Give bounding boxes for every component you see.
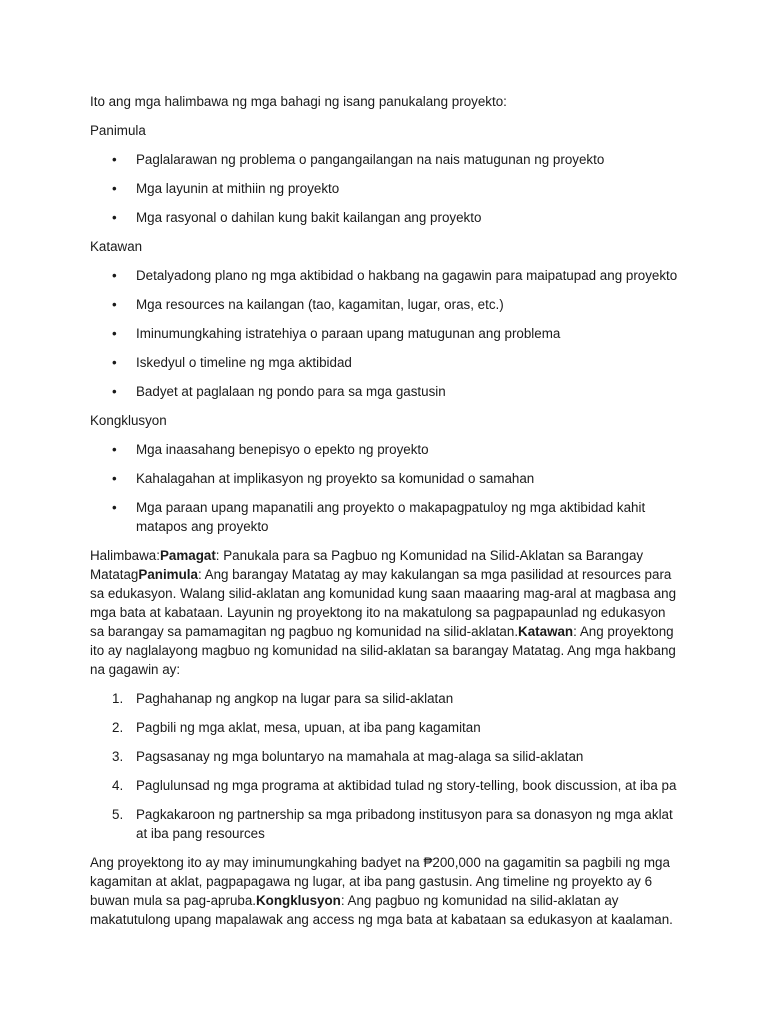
bullet-icon: • (112, 384, 117, 399)
step-text: Pagbili ng mga aklat, mesa, upuan, at iba pang kagamitan (136, 720, 481, 735)
list-item (90, 150, 680, 169)
list-item-text: Iskedyul o timeline ng mga aktibidad (136, 355, 352, 370)
katawan-text: : Ang proyektong ito ay naglalayong magbuo ng komunidad na silid-aklatan sa barangay Matatag. Ang mga hakbang na gagawin ay: (90, 624, 676, 677)
step-number: 1. (112, 691, 124, 706)
katawan-list (90, 266, 680, 401)
bullet-icon: • (112, 268, 117, 283)
intro-text: Ito ang mga halimbawa ng mga bahagi ng isang panukalang proyekto: (90, 94, 507, 109)
bullet-icon: • (112, 181, 117, 196)
pamagat-text: : Panukala para sa Pagbuo ng Komunidad na Silid-Aklatan sa Barangay Matatag (90, 548, 644, 582)
list-item (90, 324, 680, 343)
bullet-icon: • (112, 471, 117, 486)
list-item (90, 776, 680, 795)
step-text: Pagkakaroon ng partnership sa mga pribadong institusyon para sa donasyon ng mga aklat at iba pang resources (136, 807, 673, 841)
list-item (90, 469, 680, 488)
bullet-icon: • (112, 152, 117, 167)
kongklusyon-list (90, 440, 680, 536)
panimula-list (90, 150, 680, 227)
list-item-text: Mga layunin at mithiin ng proyekto (136, 181, 340, 196)
list-item-text: Mga inaasahang benepisyo o epekto ng proyekto (136, 442, 429, 457)
list-item-text: Mga resources na kailangan (tao, kagamitan, lugar, oras, etc.) (136, 297, 504, 312)
bullet-icon: • (112, 326, 117, 341)
panimula-label: Panimula (138, 567, 198, 582)
list-item (90, 805, 680, 843)
kongklusyon-label: Kongklusyon (256, 893, 341, 908)
bullet-icon: • (112, 355, 117, 370)
example-paragraph (90, 546, 680, 679)
list-item-text: Mga paraan upang mapanatili ang proyekto o makapagpatuloy ng mga aktibidad kahit matapos ang proyekto (136, 500, 646, 534)
list-item (90, 440, 680, 459)
step-number: 2. (112, 720, 124, 735)
step-number: 5. (112, 807, 124, 822)
list-item (90, 689, 680, 708)
step-number: 4. (112, 778, 124, 793)
bullet-icon: • (112, 442, 117, 457)
list-item (90, 747, 680, 766)
list-item-text: Paglalarawan ng problema o pangangailangan na nais matugunan ng proyekto (136, 152, 605, 167)
step-text: Paghahanap ng angkop na lugar para sa silid-aklatan (136, 691, 454, 706)
kongklusyon-text: : Ang pagbuo ng komunidad na silid-aklatan ay makatutulong upang mapalawak ang access ng mga bata at kabataan sa edukasyon at kaalaman. (90, 893, 673, 927)
list-item-text: Kahalagahan at implikasyon ng proyekto sa komunidad o samahan (136, 471, 535, 486)
list-item (90, 179, 680, 198)
bullet-icon: • (112, 500, 117, 515)
step-text: Paglulunsad ng mga programa at aktibidad tulad ng story-telling, book discussion, at iba pa (136, 778, 677, 793)
section-heading-panimula: Panimula (90, 123, 146, 138)
list-item-text: Iminumungkahing istratehiya o paraan upang matugunan ang problema (136, 326, 561, 341)
step-number: 3. (112, 749, 124, 764)
list-item (90, 718, 680, 737)
list-item (90, 208, 680, 227)
panimula-text: : Ang barangay Matatag ay may kakulangan sa mga pasilidad at resources para sa edukasyon. Walang silid-aklatan ang komunidad kung saan maaaring mag-aral at magbasa ang mga bata at kabataan. Layunin ng proyektong ito na makatulong sa pagpapaunlad ng edukasyon sa barangay sa pamamagitan ng pagbuo ng komunidad na silid-aklatan. (90, 567, 677, 639)
katawan-label: Katawan (518, 624, 574, 639)
closing-text: Ang proyektong ito ay may iminumungkahing badyet na ₱200,000 na gagamitin sa pagbili ng mga kagamitan at aklat, pagpapagawa ng lugar, at iba pang gastusin. Ang timeline ng proyekto ay 6 buwan mula sa pag-apruba. (90, 855, 670, 908)
section-heading-kongklusyon: Kongklusyon (90, 413, 167, 428)
step-text: Pagsasanay ng mga boluntaryo na mamahala at mag-alaga sa silid-aklatan (136, 749, 584, 764)
list-item-text: Badyet at paglalaan ng pondo para sa mga gastusin (136, 384, 446, 399)
pamagat-label: Pamagat (159, 548, 216, 563)
bullet-icon: • (112, 210, 117, 225)
steps-list (90, 689, 680, 843)
list-item-text: Detalyadong plano ng mga aktibidad o hakbang na gagawin para maipatupad ang proyekto (136, 268, 678, 283)
list-item (90, 266, 680, 285)
closing-paragraph (90, 853, 680, 929)
example-label: Halimbawa: (90, 548, 160, 563)
list-item-text: Mga rasyonal o dahilan kung bakit kailangan ang proyekto (136, 210, 482, 225)
list-item (90, 295, 680, 314)
list-item (90, 353, 680, 372)
bullet-icon: • (112, 297, 117, 312)
list-item (90, 498, 680, 536)
list-item (90, 382, 680, 401)
section-heading-katawan: Katawan (90, 239, 143, 254)
